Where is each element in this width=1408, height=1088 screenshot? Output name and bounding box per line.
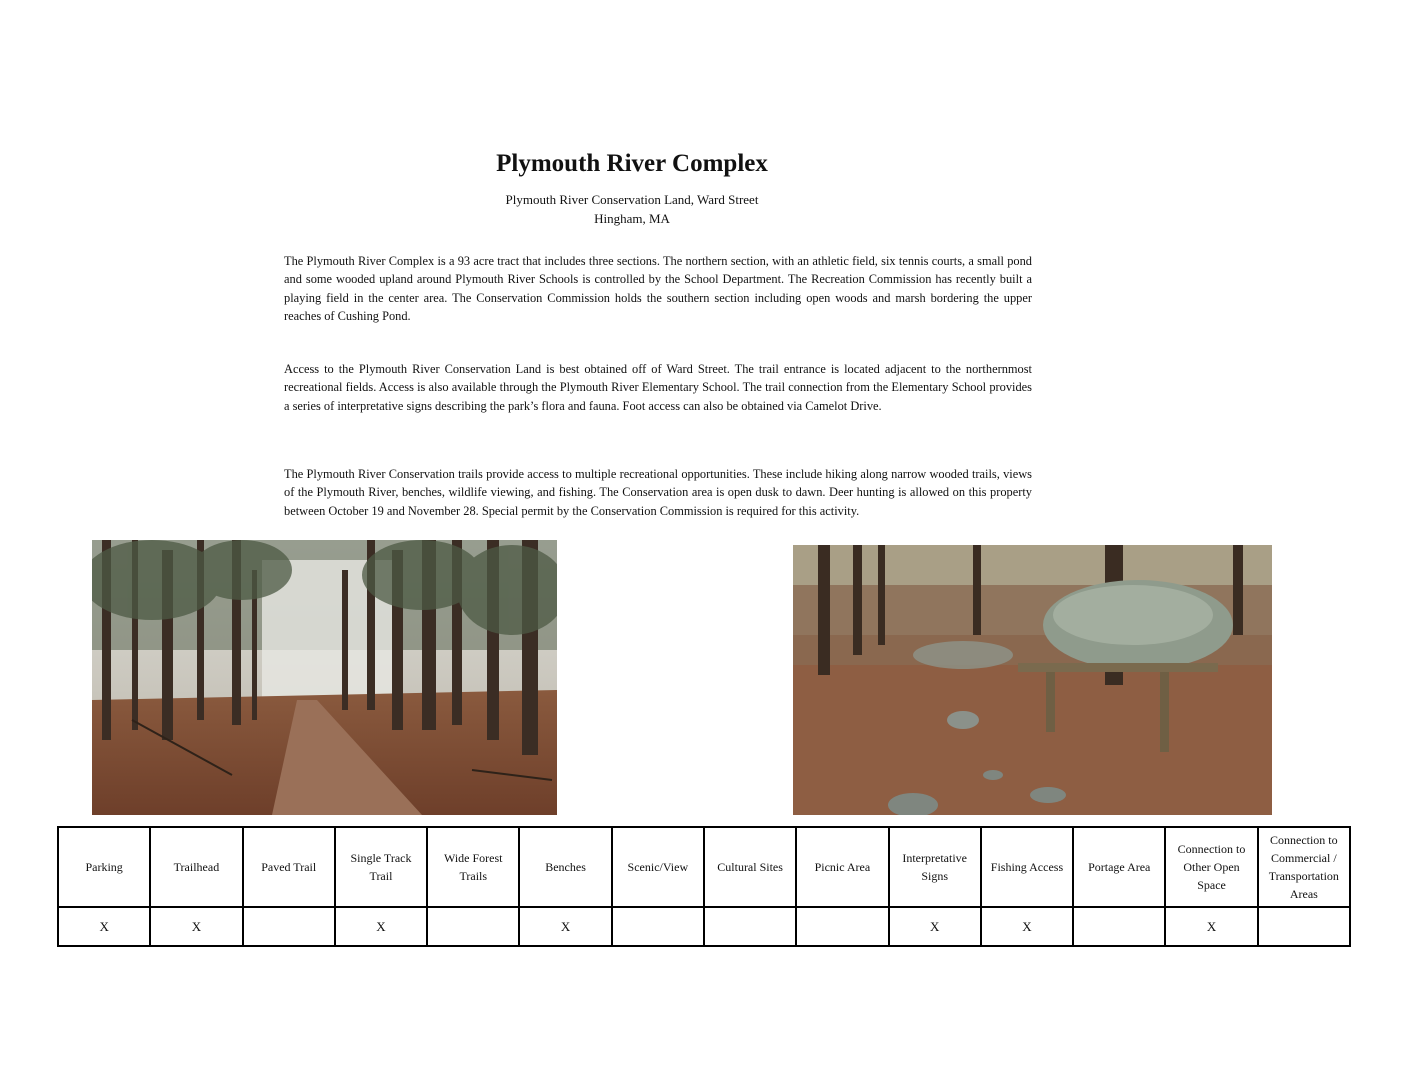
header-cell: Cultural Sites bbox=[704, 827, 796, 907]
header-cell: Wide Forest Trails bbox=[427, 827, 519, 907]
header-cell: Picnic Area bbox=[796, 827, 888, 907]
mark-cell bbox=[427, 907, 519, 946]
mark-cell: X bbox=[1165, 907, 1257, 946]
mark-cell bbox=[1073, 907, 1165, 946]
mark-cell bbox=[1258, 907, 1350, 946]
amenities-table bbox=[57, 826, 1351, 947]
paragraph-access: Access to the Plymouth River Conservation Land is best obtained off of Ward Street. The trail entrance is located adjacent to the northernmost recreational fields. Access is also available through the Plymouth River Elementary School. The trail connection from the Elementary School provides a series of interpretative signs describing the park’s flora and fauna. Foot access can also be obtained via Camelot Drive. bbox=[284, 362, 1032, 413]
header-cell: Trailhead bbox=[150, 827, 242, 907]
header-cell: Connection to Other Open Space bbox=[1165, 827, 1257, 907]
town-line: Hingham, MA bbox=[594, 211, 670, 226]
amenities-header-row bbox=[58, 827, 1350, 907]
mark-cell bbox=[704, 907, 796, 946]
header-cell: Parking bbox=[58, 827, 150, 907]
header-cell: Fishing Access bbox=[981, 827, 1073, 907]
header-cell: Benches bbox=[519, 827, 611, 907]
header-cell: Scenic/View bbox=[612, 827, 704, 907]
mark-cell: X bbox=[335, 907, 427, 946]
header-cell: Single Track Trail bbox=[335, 827, 427, 907]
header-cell: Interpretative Signs bbox=[889, 827, 981, 907]
forest-trail-photo bbox=[92, 540, 557, 815]
page-title: Plymouth River Complex bbox=[496, 150, 768, 177]
mark-cell bbox=[243, 907, 335, 946]
bench-boulder-photo bbox=[793, 545, 1272, 815]
location-line: Plymouth River Conservation Land, Ward Street bbox=[505, 192, 759, 207]
mark-cell: X bbox=[889, 907, 981, 946]
header-cell: Connection to Commercial / Transportation Areas bbox=[1258, 827, 1350, 907]
header-cell: Paved Trail bbox=[243, 827, 335, 907]
paragraph-overview: The Plymouth River Complex is a 93 acre tract that includes three sections. The northern section, with an athletic field, six tennis courts, a small pond and some wooded upland around Plymouth River Schools is controlled by the School Department. The Recreation Commission has recently built a playing field in the center area. The Conservation Commission holds the southern section including open woods and marsh bordering the upper reaches of Cushing Pond. bbox=[284, 254, 1032, 324]
amenities-marks-row bbox=[58, 907, 1350, 946]
mark-cell: X bbox=[58, 907, 150, 946]
mark-cell: X bbox=[981, 907, 1073, 946]
paragraph-recreation: The Plymouth River Conservation trails provide access to multiple recreational opportunities. These include hiking along narrow wooded trails, views of the Plymouth River, benches, wildlife viewing, and fishing. The Conservation area is open dusk to dawn. Deer hunting is allowed on this property between October 19 and November 28. Special permit by the Conservation Commission is required for this activity. bbox=[284, 467, 1032, 518]
mark-cell: X bbox=[150, 907, 242, 946]
mark-cell bbox=[796, 907, 888, 946]
mark-cell bbox=[612, 907, 704, 946]
header-cell: Portage Area bbox=[1073, 827, 1165, 907]
mark-cell: X bbox=[519, 907, 611, 946]
